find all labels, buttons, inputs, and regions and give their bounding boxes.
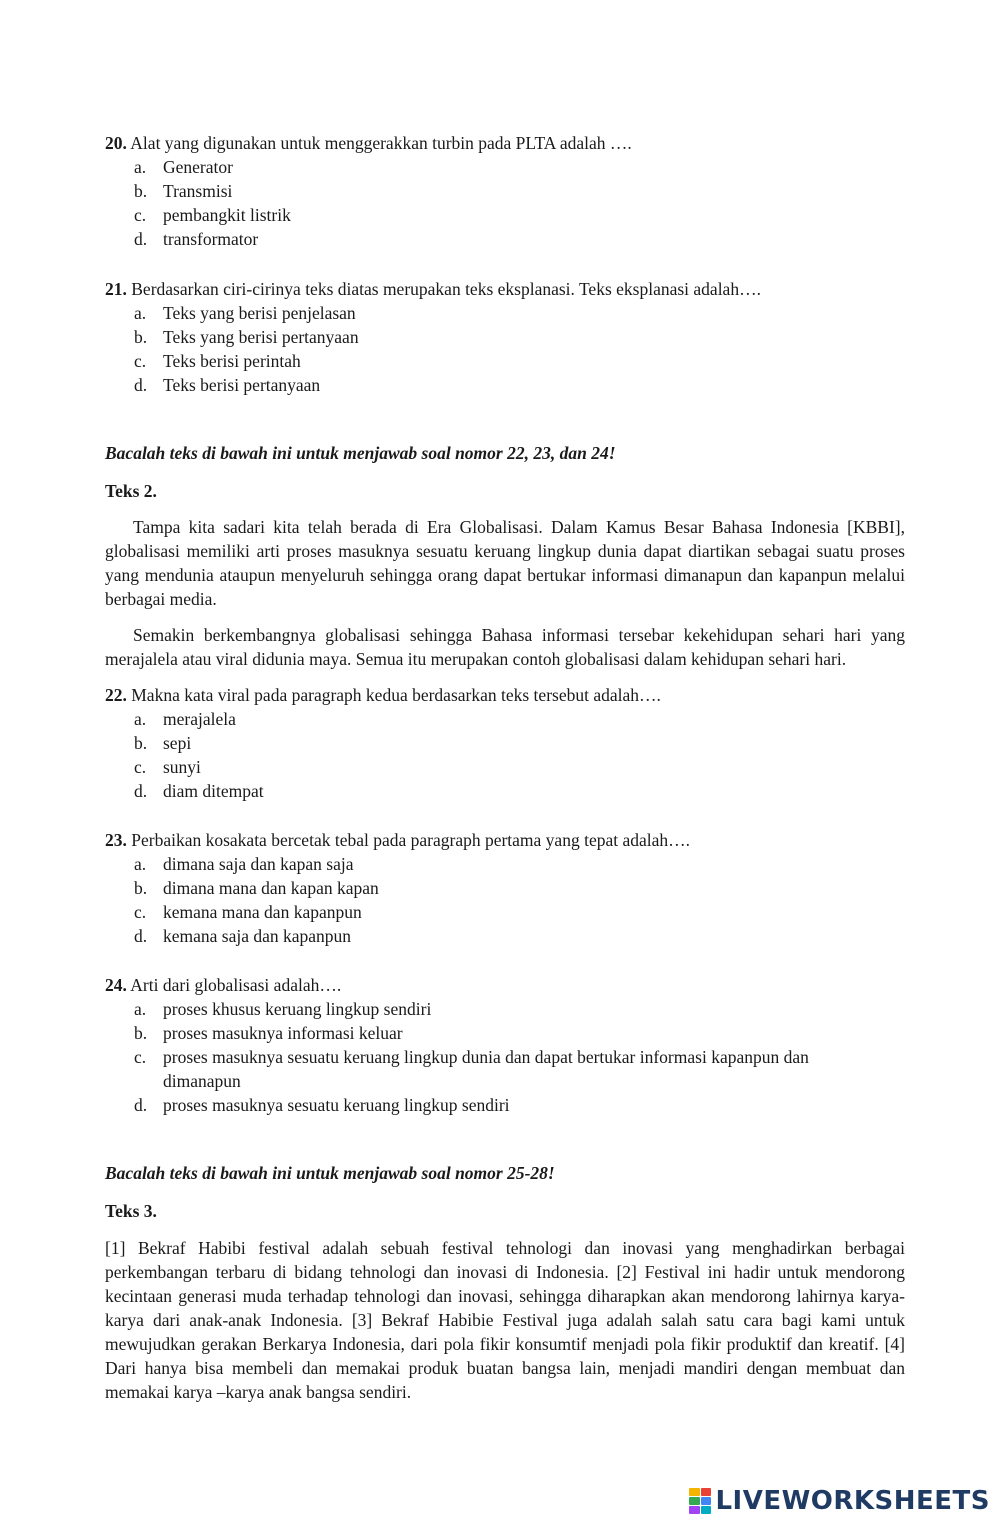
logo-block (701, 1497, 712, 1505)
option-d[interactable] (105, 779, 905, 803)
question-text: Makna kata viral pada paragraph kedua berdasarkan teks tersebut adalah…. (131, 685, 661, 705)
option-c[interactable] (105, 1045, 905, 1093)
option-a[interactable] (105, 852, 905, 876)
logo-text: LIVEWORKSHEETS (715, 1486, 990, 1516)
question-22-options (105, 707, 905, 803)
option-text: Teks yang berisi penjelasan (163, 303, 356, 323)
option-letter: c. (134, 1047, 147, 1067)
option-text: sunyi (163, 757, 201, 777)
question-20-stem (105, 131, 905, 155)
question-21-stem (105, 277, 905, 301)
question-text: Berdasarkan ciri-cirinya teks diatas merupakan teks eksplanasi. Teks eksplanasi adalah…. (131, 279, 761, 299)
option-c[interactable] (105, 349, 905, 373)
logo-block (689, 1497, 700, 1505)
teks-2-paragraph-1: Tampa kita sadari kita telah berada di Era Globalisasi. Dalam Kamus Besar Bahasa Indonesia [KBBI], globalisasi memiliki arti proses masuknya sesuatu keruang lingkup dunia dapat diartikan sebagai suatu proses yang mendunia ataupun menyeluruh sehingga orang dapat bertukar informasi dimanapun dan kapanpun melalui berbagai media. (105, 517, 905, 609)
option-letter: d. (134, 926, 148, 946)
question-22 (105, 683, 905, 803)
question-text: Arti dari globalisasi adalah…. (130, 975, 342, 995)
option-text: Teks berisi perintah (163, 351, 301, 371)
option-c[interactable] (105, 203, 905, 227)
option-text: diam ditempat (163, 781, 264, 801)
option-a[interactable] (105, 301, 905, 325)
option-text: kemana mana dan kapanpun (163, 902, 362, 922)
option-letter: b. (134, 181, 148, 201)
option-letter: d. (134, 781, 148, 801)
liveworksheets-logo (689, 1486, 990, 1516)
option-a[interactable] (105, 155, 905, 179)
question-number: 23. (105, 830, 127, 850)
option-text: proses masuknya sesuatu keruang lingkup sendiri (163, 1095, 510, 1115)
option-text: proses masuknya informasi keluar (163, 1023, 403, 1043)
option-letter: a. (134, 157, 147, 177)
question-20 (105, 131, 905, 251)
option-text: proses khusus keruang lingkup sendiri (163, 999, 432, 1019)
option-b[interactable] (105, 876, 905, 900)
option-text: Teks berisi pertanyaan (163, 375, 321, 395)
question-23-stem (105, 828, 905, 852)
option-letter: b. (134, 733, 148, 753)
option-letter: b. (134, 1023, 148, 1043)
option-letter: d. (134, 1095, 148, 1115)
option-letter: c. (134, 757, 147, 777)
option-letter: a. (134, 999, 147, 1019)
logo-block (689, 1488, 700, 1496)
option-d[interactable] (105, 924, 905, 948)
option-d[interactable] (105, 227, 905, 251)
option-text: transformator (163, 229, 259, 249)
logo-block (701, 1506, 712, 1514)
option-d[interactable] (105, 373, 905, 397)
option-letter: d. (134, 375, 148, 395)
worksheet-page (105, 131, 905, 1404)
option-c[interactable] (105, 900, 905, 924)
option-c[interactable] (105, 755, 905, 779)
option-text: Transmisi (163, 181, 233, 201)
option-text: sepi (163, 733, 192, 753)
option-letter: c. (134, 902, 147, 922)
question-number: 22. (105, 685, 127, 705)
question-23 (105, 828, 905, 948)
question-number: 24. (105, 975, 127, 995)
option-text: dimana mana dan kapan kapan (163, 878, 379, 898)
option-a[interactable] (105, 997, 905, 1021)
option-text: Generator (163, 157, 233, 177)
question-22-stem (105, 683, 905, 707)
question-number: 20. (105, 133, 127, 153)
option-letter: a. (134, 709, 147, 729)
reading-instruction-1: Bacalah teks di bawah ini untuk menjawab soal nomor 22, 23, dan 24! (105, 443, 616, 463)
question-21-options (105, 301, 905, 397)
teks-2-title: Teks 2. (105, 481, 157, 501)
option-text: proses masuknya sesuatu keruang lingkup dunia dan dapat bertukar informasi kapanpun dan dimanapun (163, 1047, 809, 1091)
option-text: Teks yang berisi pertanyaan (163, 327, 359, 347)
question-24-options (105, 997, 905, 1117)
logo-block (701, 1488, 712, 1496)
option-b[interactable] (105, 731, 905, 755)
option-text: pembangkit listrik (163, 205, 291, 225)
option-letter: a. (134, 854, 147, 874)
question-20-options (105, 155, 905, 251)
option-letter: d. (134, 229, 148, 249)
option-a[interactable] (105, 707, 905, 731)
option-b[interactable] (105, 325, 905, 349)
teks-3-paragraph-1: [1] Bekraf Habibi festival adalah sebuah festival tehnologi dan inovasi yang menghadirkan berbagai perkembangan terbaru di bidang tehnologi dan inovasi di Indonesia. [2] Festival ini hadir untuk mendorong kecintaan generasi muda terhadap tehnologi dan inovasi, sehingga diharapkan akan mendorong lahirnya karya-karya dari anak-anak Indonesia. [3] Bekraf Habibie Festival juga adalah salah satu cara bagi kami untuk mewujudkan gerakan Berkarya Indonesia, dari pola fikir konsumtif menjadi pola fikir produktif dan kreatif. [4] Dari hanya bisa membeli dan memakai produk buatan bangsa lain, menjadi mandiri dengan membuat dan memakai karya –karya anak bangsa sendiri. (105, 1238, 905, 1402)
logo-block (689, 1506, 700, 1514)
teks-2-paragraph-2: Semakin berkembangnya globalisasi sehingga Bahasa informasi tersebar kekehidupan sehari hari yang merajalela atau viral didunia maya. Semua itu merupakan contoh globalisasi dalam kehidupan sehari hari. (105, 625, 905, 669)
teks-3-title: Teks 3. (105, 1201, 157, 1221)
option-letter: a. (134, 303, 147, 323)
question-24-stem (105, 973, 905, 997)
option-text: kemana saja dan kapanpun (163, 926, 352, 946)
question-23-options (105, 852, 905, 948)
option-text: dimana saja dan kapan saja (163, 854, 354, 874)
option-letter: b. (134, 327, 148, 347)
option-letter: c. (134, 351, 147, 371)
option-b[interactable] (105, 1021, 905, 1045)
question-text: Alat yang digunakan untuk menggerakkan turbin pada PLTA adalah …. (130, 133, 632, 153)
option-text: merajalela (163, 709, 236, 729)
option-letter: c. (134, 205, 147, 225)
logo-icon (689, 1488, 711, 1514)
option-letter: b. (134, 878, 148, 898)
option-b[interactable] (105, 179, 905, 203)
question-number: 21. (105, 279, 127, 299)
reading-instruction-2: Bacalah teks di bawah ini untuk menjawab soal nomor 25-28! (105, 1163, 555, 1183)
question-21 (105, 277, 905, 397)
question-text: Perbaikan kosakata bercetak tebal pada paragraph pertama yang tepat adalah…. (131, 830, 691, 850)
option-d[interactable] (105, 1093, 905, 1117)
question-24 (105, 973, 905, 1117)
